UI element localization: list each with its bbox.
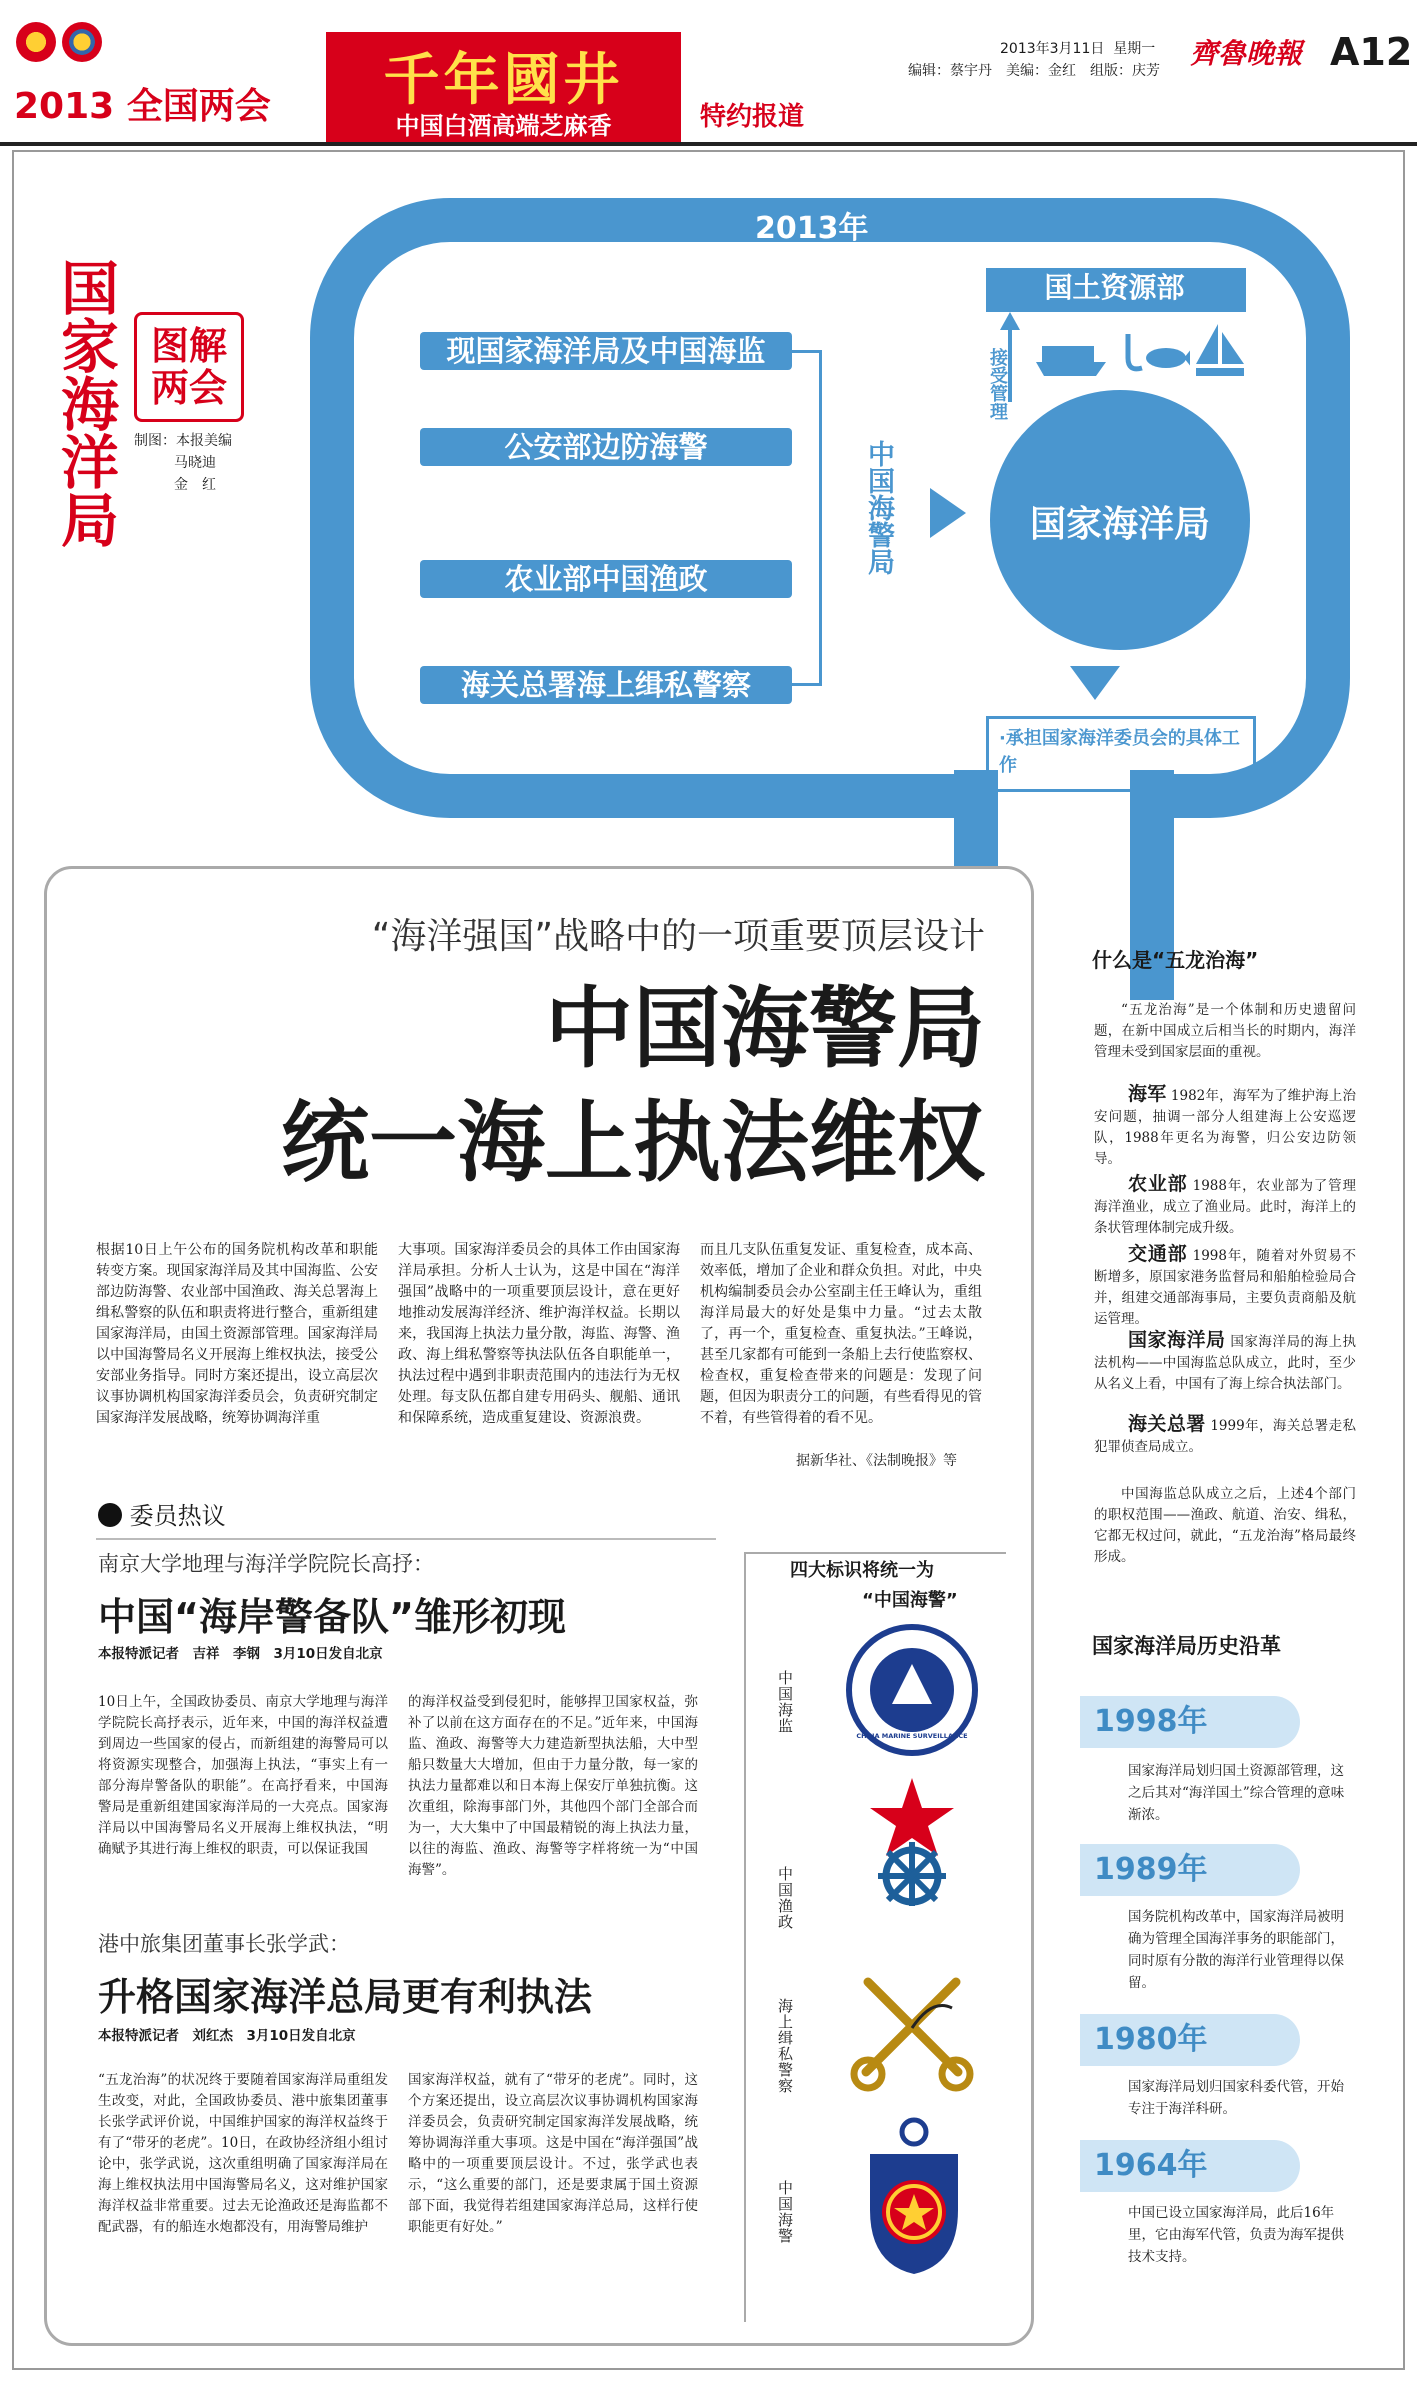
artist-name-1: 马晓迪 [174, 455, 216, 471]
opinions-rule [96, 1538, 716, 1540]
op1-speaker: 南京大学地理与海洋学院院长高抒： [98, 1552, 434, 1576]
emblem-label-marine-surveillance: 中国海监 [776, 1670, 794, 1734]
source-agency-2: 公安部边防海警 [420, 428, 792, 466]
sailboat-icon [1192, 324, 1248, 382]
emblem-label-anti-smuggling: 海上缉私警察 [776, 1998, 794, 2094]
source-agency-4: 海关总署海上缉私警察 [420, 666, 792, 704]
history-text-1998: 国家海洋局划归国土资源部管理，这之后其对“海洋国土”综合管理的意味渐浓。 [1128, 1763, 1345, 1823]
wulong-term-agriculture: 农业部 [1128, 1173, 1188, 1195]
wulong-entry-transport [1094, 1244, 1356, 1330]
wulong-outro: 中国海监总队成立之后，上述4个部门的职权范围——渔政、航道、治安、缉私，它都无权过问，就此，“五龙治海”格局最终形成。 [1094, 1486, 1356, 1565]
cppcc-emblem-icon [62, 22, 102, 62]
op2-column-1: “五龙治海”的状况终于要随着国家海洋局重组发生改变，对此，全国政协委员、港中旅集团董事长张学武评价说，中国维护国家的海洋权益终于有了“带牙的老虎”。10日，在政协经济组小组讨论中，张学武说，这次重组明确了国家海洋局在海上维权执法用中国海警局名义，这对维护国家海洋权益非常重要。过去无论渔政还是海监都不配武器，有的船连水炮都没有，用海警局维护 [98, 2072, 388, 2235]
wulong-title: 什么是“五龙治海” [1092, 948, 1259, 972]
wulong-text-soa: 国家海洋局的海上执法机构——中国海监总队成立，此时，至少从名义上看，中国有了海上综合执法部门。 [1094, 1334, 1356, 1392]
history-title: 国家海洋局历史沿革 [1092, 1634, 1281, 1658]
opinions-section-label: 委员热议 [129, 1502, 226, 1530]
op2-speaker: 港中旅集团董事长张学武： [98, 1932, 350, 1956]
wulong-entry-agriculture [1094, 1174, 1356, 1239]
ministry-label: 国土资源部 [1044, 271, 1185, 304]
duty-text: ·承担国家海洋委员会的具体工作 [999, 728, 1240, 776]
headline-line-1: 中国海警局 [544, 976, 985, 1080]
merge-bracket [792, 350, 822, 686]
wulong-entry-soa [1094, 1330, 1356, 1395]
op2-headline: 升格国家海洋总局更有利执法 [98, 1975, 593, 2019]
wulong-entry-customs [1094, 1414, 1356, 1458]
marine-surveillance-emblem-icon [846, 1624, 978, 1756]
ministry-box [986, 268, 1246, 312]
history-text-1964: 中国已设立国家海洋局，此后16年里，它由海军代管，负责为海军提供技术支持。 [1128, 2205, 1344, 2265]
masthead [0, 0, 1417, 150]
history-year-1989: 1989年 [1080, 1844, 1300, 1896]
op1-column-2: 的海洋权益受到侵犯时，能够捍卫国家权益，弥补了以前在这方面存在的不足。”近年来，中国海监、渔政、海警等大力建造新型执法船，大中型船只数量大大增加，但由于力量分散，每一家的执法力量都难以和日本海上保安厅单独抗衡。这次重组，除海事部门外，其他四个部门全部合而为一，大大集中了中国最精锐的海上执法力量，以往的海监、渔政、海警等字样将统一为“中国海警”。 [408, 1694, 698, 1878]
section-title: 2013 全国两会 [14, 86, 271, 127]
article-kicker: “海洋强国”战略中的一项重要顶层设计 [371, 916, 985, 957]
national-emblem-icon [16, 22, 56, 62]
special-report-label: 特约报道 [700, 102, 805, 132]
emblems-subtitle: “中国海警” [862, 1590, 958, 1611]
accept-management-label: 接受管理 [987, 348, 1008, 420]
column-badge-text: 图解两会 [151, 323, 228, 410]
fisheries-emblem-icon [850, 1776, 974, 1906]
center-agency-label: 国家海洋局 [1029, 504, 1210, 545]
sponsor-brand: 千年國井 [383, 47, 624, 113]
ship-icon [1036, 334, 1110, 380]
article-column-3: 而且几支队伍重复发证、重复检查，成本高、效率低，增加了企业和群众负担。对此，中央机构编制委员会办公室副主任王峰认为，重组海洋局最大的好处是集中力量。“过去太散了，再一个，重复检查、重复执法。”王峰说，甚至几家都有可能到一条船上去行使监察权、检查权，重复检查带来的问题是：发现了问题，但因为职责分工的问题，有些看得见的管不着，有些管得着的看不见。 [700, 1242, 982, 1426]
wulong-text-transport: 1998年，随着对外贸易不断增多，原国家港务监督局和船舶检验局合并，组建交通部海事局，主要负责商船及航运管理。 [1094, 1248, 1356, 1327]
diagram-year: 2013年 [755, 211, 869, 246]
credits: 编辑：蔡宇丹 美编：金红 组版：庆芳 [908, 63, 1160, 79]
article-source: 据新华社、《法制晚报》等 [796, 1453, 957, 1469]
made-by: 制图：本报美编 [134, 433, 232, 449]
column-badge [134, 312, 244, 422]
emblem-label-coast-guard: 中国海警 [776, 2180, 794, 2244]
newspaper-name: 齊魯晚報 [1190, 37, 1303, 70]
opinions-section [98, 1496, 226, 1531]
merged-agency-label: 中国海警局 [863, 440, 894, 575]
fish-hook-icon [1118, 328, 1190, 380]
emblem-label-fisheries: 中国渔政 [776, 1866, 794, 1930]
op1-headline: 中国“海岸警备队”雏形初现 [98, 1595, 566, 1639]
headline-line-2: 统一海上执法维权 [280, 1090, 985, 1194]
wulong-term-soa: 国家海洋局 [1128, 1329, 1226, 1351]
masthead-rule [0, 142, 1417, 146]
coast-guard-emblem-icon [850, 2114, 978, 2278]
article-column-1: 根据10日上午公布的国务院机构改革和职能转变方案。现国家海洋局及其中国海监、公安部边防海警、农业部中国渔政、海关总署海上缉私警察的队伍和职责将进行整合，重新组建国家海洋局，由国土资源部管理。国家海洋局以中国海警局名义开展海上维权执法，接受公安部业务指导。同时方案还提出，设立高层次议事协调机构国家海洋委员会，负责研究制定国家海洋发展战略，统筹协调海洋重 [96, 1242, 378, 1426]
history-year-1964: 1964年 [1080, 2140, 1300, 2192]
op1-column-1: 10日上午，全国政协委员、南京大学地理与海洋学院院长高抒表示，近年来，中国的海洋权益遭到周边一些国家的侵占，而新组建的海警局可以将资源实现整合，加强海上执法，“事实上有一部分海岸警备队的职能”。在高抒看来，中国海警局是重新组建国家海洋局的一大亮点。国家海洋局以中国海警局名义开展海上维权执法，“明确赋予其进行海上维权的职责，可以保证我国 [98, 1694, 388, 1857]
source-agency-3: 农业部中国渔政 [420, 560, 792, 598]
wulong-entry-navy [1094, 1084, 1356, 1170]
sponsor-tagline: 中国白酒高端芝麻香 [395, 112, 612, 140]
feature-title: 国家海洋局 [51, 258, 119, 548]
merge-arrow-icon [906, 488, 966, 538]
artist-name-2: 金 红 [174, 477, 216, 493]
history-year-1980: 1980年 [1080, 2014, 1300, 2066]
down-arrow-icon [1070, 666, 1120, 702]
wulong-term-customs: 海关总署 [1128, 1413, 1206, 1435]
wulong-term-transport: 交通部 [1128, 1243, 1188, 1265]
op2-byline: 本报特派记者 刘红杰 3月10日发自北京 [98, 2028, 356, 2044]
emblems-title: 四大标识将统一为 [790, 1560, 934, 1581]
anti-smuggling-emblem-icon [846, 1962, 978, 2092]
wulong-text-navy: 1982年，海军为了维护海上治安问题，抽调一部分人组建海上公安巡逻队，1988年更名为海警，归公安边防领导。 [1094, 1088, 1356, 1167]
emblem-cms-text: CHINA MARINE SURVEILLANCE [856, 1732, 968, 1740]
op2-column-2: 国家海洋权益，就有了“带牙的老虎”。同时，这个方案还提出，设立高层次议事协调机构国家海洋委员会，负责研究制定国家海洋发展战略，统筹协调海洋重大事项。这是中国在“海洋强国”战略中的一项重要顶层设计。不过，张学武也表示，“这么重要的部门，还是要隶属于国土资源部下面，我觉得若组建国家海洋总局，这样行使职能更有好处。” [408, 2072, 698, 2235]
history-text-1989: 国务院机构改革中，国家海洋局被明确为管理全国海洋事务的职能部门，同时原有分散的海洋行业管理得以保留。 [1128, 1909, 1344, 1991]
sponsor-banner [326, 32, 681, 142]
page-number: A12 [1330, 30, 1413, 74]
duty-box [986, 716, 1256, 792]
wulong-term-navy: 海军 [1128, 1083, 1167, 1105]
article-column-2: 大事项。国家海洋委员会的具体工作由国家海洋局承担。分析人士认为，这是中国在“海洋强国”战略中的一项重要顶层设计，意在更好地推动发展海洋经济、维护海洋权益。长期以来，我国海上执法力量分散，海监、海警、渔政、海上缉私警察等执法队伍各自职能单一，执法过程中遇到非职责范围内的违法行为无权处理。每支队伍都自建专用码头、舰船、通讯和保障系统，造成重复建设、资源浪费。 [398, 1242, 680, 1426]
date-line: 2013年3月11日 星期一 [1000, 41, 1156, 57]
op1-byline: 本报特派记者 吉祥 李钢 3月10日发自北京 [98, 1646, 383, 1662]
wulong-text-customs: 1999年，海关总署走私犯罪侦查局成立。 [1094, 1418, 1356, 1455]
wulong-text-agriculture: 1988年，农业部为了管理海洋渔业，成立了渔业局。此时，海洋上的条状管理体制完成升级。 [1094, 1178, 1356, 1236]
wulong-intro: “五龙治海”是一个体制和历史遗留问题，在新中国成立后相当长的时期内，海洋管理未受到国家层面的重视。 [1094, 1002, 1356, 1060]
speech-bubble-icon [98, 1503, 122, 1527]
source-agency-1: 现国家海洋局及中国海监 [420, 332, 792, 370]
history-text-1980: 国家海洋局划归国家科委代管，开始专注于海洋科研。 [1128, 2079, 1344, 2117]
history-year-1998: 1998年 [1080, 1696, 1300, 1748]
